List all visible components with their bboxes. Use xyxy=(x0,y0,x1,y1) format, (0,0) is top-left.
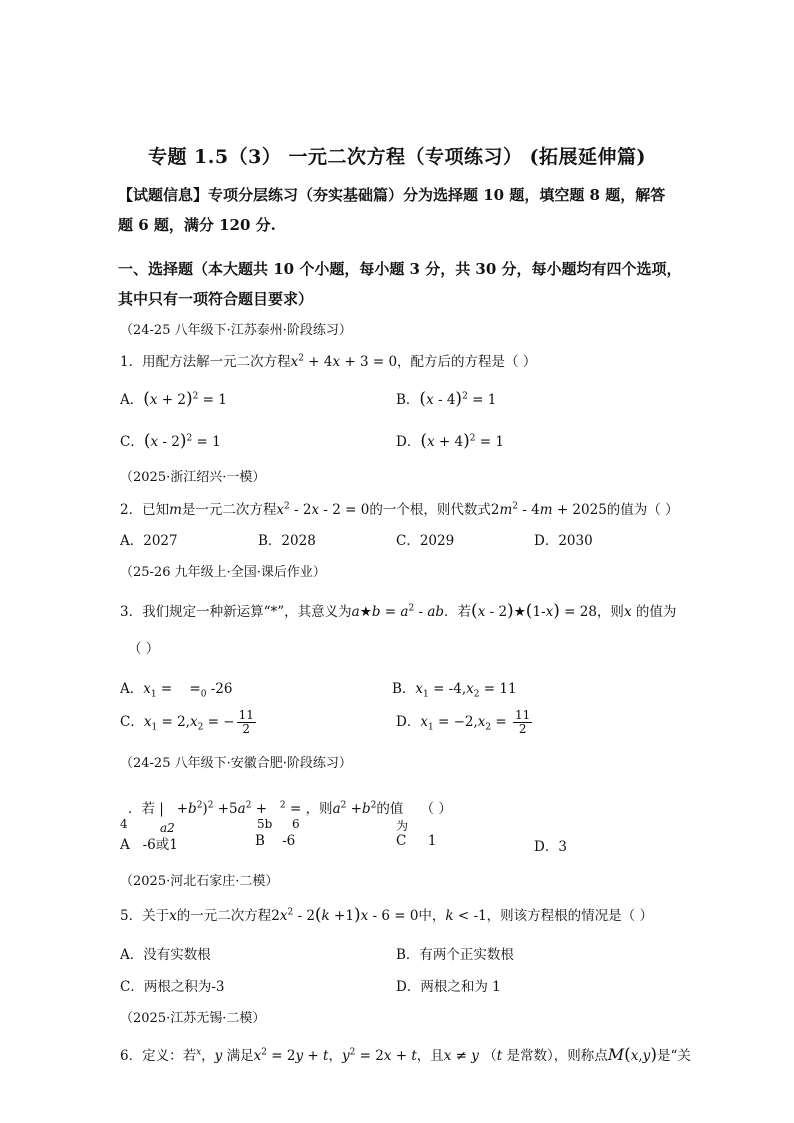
q5-option-a[interactable]: A．没有实数根 xyxy=(120,947,211,963)
q1-option-d[interactable]: D．$(x + 4)^2 = 1$ xyxy=(396,431,504,451)
q1-option-b[interactable]: B．(x - 4)$^2$ = 1 xyxy=(396,389,497,409)
q3-stem: 3．我们规定一种新运算“*”，其意义为a★b = $a^2$ - ab．若(x - 2)★(1-x) = 28，则x 的值为 xyxy=(120,601,677,621)
q4-fragment-5b: 5b xyxy=(257,817,273,831)
q4-fragment-6: 6 xyxy=(292,817,300,831)
q3-source: （25-26 九年级上·全国·课后作业） xyxy=(120,565,326,580)
q3-option-d[interactable]: D．$x_1 = -2,x_2$ = $\frac{11}{2}$ xyxy=(396,708,531,736)
test-info: 【试题信息】专项分层练习（夯实基础篇）分为选择题 10 题，填空题 8 题，解答题 6 题，满分 120 分. xyxy=(118,186,666,234)
q3-option-b[interactable]: B．$x_1 = -4,x_2 = 11$ xyxy=(392,681,517,700)
q2-option-d[interactable]: D．2030 xyxy=(534,533,593,549)
q4-number: 4 xyxy=(120,817,128,831)
q4-fragment-wei: 为 xyxy=(396,819,409,833)
q5-source: （2025·河北石家庄·二模） xyxy=(120,874,279,889)
q2-stem: 2．已知m是一元二次方程$x^2 - 2x - 2 = 0$的一个根，则代数式$2m^2 - 4m + 2025$的值为（ ） xyxy=(120,501,679,518)
q4-option-d[interactable]: D．3 xyxy=(534,839,567,855)
q4-option-a[interactable]: A -6或1 xyxy=(120,837,178,853)
q3-option-a[interactable]: A．$x_1$ = $=_0$ -26 xyxy=(120,681,233,700)
q5-option-b[interactable]: B．有两个正实数根 xyxy=(396,947,514,963)
q1-option-a[interactable]: A．$(x + 2)^2 = 1$ xyxy=(120,389,227,409)
q1-source: （24-25 八年级下·江苏泰州·阶段练习） xyxy=(120,323,352,338)
q4-option-c[interactable]: C 1 xyxy=(396,833,437,849)
q5-option-c[interactable]: C．两根之积为-3 xyxy=(120,979,225,995)
q2-source: （2025·浙江绍兴·一模） xyxy=(120,470,266,485)
q3-stem-paren: （ ） xyxy=(128,641,160,657)
q3-option-c[interactable]: C．$x_1 = 2,x_2$ = − $\frac{11}{2}$ xyxy=(120,708,254,736)
page-title: 专题 1.5（3） 一元二次方程（专项练习） (拓展延伸篇) xyxy=(147,146,647,168)
q1-option-c[interactable]: C．(x - 2)$^2$ = 1 xyxy=(120,431,221,451)
q4-source: （24-25 八年级下·安徽合肥·阶段练习） xyxy=(120,756,352,771)
q5-option-d[interactable]: D．两根之和为 1 xyxy=(396,979,501,995)
q2-option-b[interactable]: B．2028 xyxy=(258,533,316,549)
q4-fragment-a2: a2 xyxy=(160,821,175,835)
section-heading: 一、选择题（本大题共 10 个小题，每小题 3 分，共 30 分，每小题均有四个选项，其中只有一项符合题目要求） xyxy=(118,260,682,308)
q2-option-a[interactable]: A．2027 xyxy=(120,533,178,549)
q4-stem: ．若 | $+b^2)^2 +5a^2 + ^2$ = ，则$a^2 +b^2$的值 （ ） xyxy=(128,800,452,817)
q2-option-c[interactable]: C．2029 xyxy=(396,533,455,549)
q4-option-b[interactable]: B -6 xyxy=(255,833,296,849)
q5-stem: 5．关于x的一元二次方程$2x^2 - 2(k +1)x - 6 = 0$中，k < -1，则该方程根的情况是（ ） xyxy=(120,905,653,925)
q6-source: （2025·江苏无锡·二模） xyxy=(120,1011,266,1026)
q1-stem: 1．用配方法解一元二次方程$x^2 + 4x + 3 = 0$，配方后的方程是（ ） xyxy=(120,353,537,370)
q6-stem: 6．定义：若$^x$，y 满足$x^2 = 2y + t$，$y^2 = 2x + t$，且x ≠ y （t 是常数），则称点M(x,y)是“关 xyxy=(120,1045,691,1065)
